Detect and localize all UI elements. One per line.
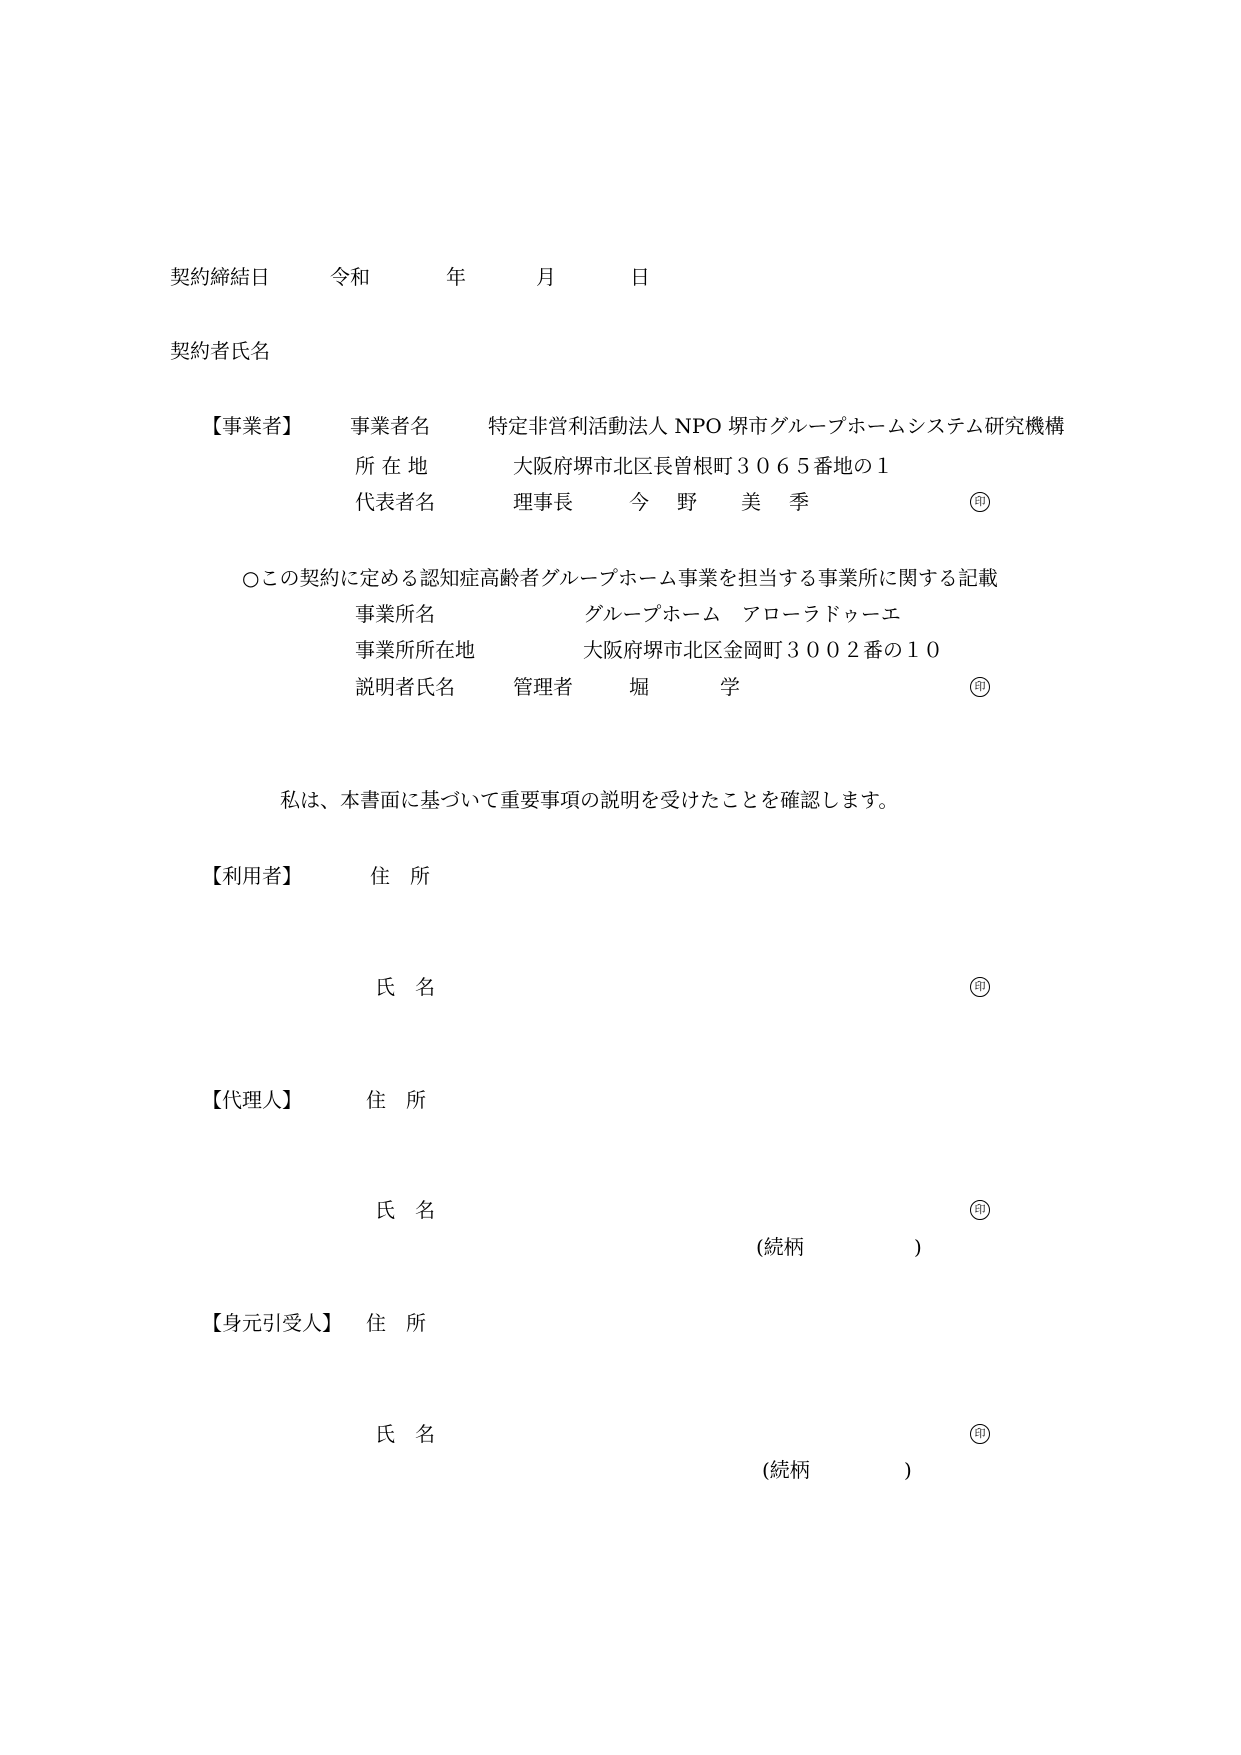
agent-relation-close: ) (914, 1235, 922, 1259)
contract-date-month: 月 (536, 265, 556, 289)
business-operator-name-value: 特定非営利活動法人 NPO 堺市グループホームシステム研究機構 (488, 414, 1065, 438)
contract-date-year: 年 (446, 265, 466, 289)
explainer-name-1: 堀 (629, 675, 649, 699)
business-operator-address-label: 所 在 地 (355, 454, 428, 478)
agent-seal-icon: 印 (970, 1200, 990, 1220)
business-operator-heading: 【事業者】 (202, 414, 302, 438)
contract-date-label: 契約締結日 (170, 265, 270, 289)
explainer-title: 管理者 (513, 675, 573, 699)
guarantor-relation-close: ) (904, 1458, 912, 1482)
business-operator-rep-name-1: 今 (629, 490, 649, 514)
guarantor-relation-open: (続柄 (762, 1458, 810, 1482)
business-operator-rep-title: 理事長 (513, 490, 573, 514)
office-address-value: 大阪府堺市北区金岡町３００２番の１０ (583, 638, 943, 662)
confirmation-statement: 私は、本書面に基づいて重要事項の説明を受けたことを確認します。 (280, 788, 899, 812)
business-operator-rep-name-3: 美 (741, 490, 761, 514)
office-name-value: グループホーム アローラドゥーエ (583, 602, 901, 626)
guarantor-heading: 【身元引受人】 (202, 1311, 342, 1335)
guarantor-name-label: 氏 名 (375, 1422, 435, 1446)
office-heading: ○この契約に定める認知症高齢者グループホーム事業を担当する事業所に関する記載 (242, 566, 998, 590)
agent-heading: 【代理人】 (202, 1088, 302, 1112)
user-name-label: 氏 名 (375, 975, 435, 999)
explainer-name-2: 学 (720, 675, 740, 699)
business-operator-rep-name-2: 野 (677, 490, 697, 514)
user-heading: 【利用者】 (202, 864, 302, 888)
business-operator-name-label: 事業者名 (350, 414, 430, 438)
user-address-label: 住 所 (370, 864, 430, 888)
business-operator-rep-label: 代表者名 (355, 490, 435, 514)
contract-date-era: 令和 (330, 265, 370, 289)
business-operator-seal-icon: 印 (970, 492, 990, 512)
user-seal-icon: 印 (970, 977, 990, 997)
explainer-seal-icon: 印 (970, 677, 990, 697)
business-operator-address-value: 大阪府堺市北区長曽根町３０６５番地の１ (513, 454, 893, 478)
explainer-label: 説明者氏名 (355, 675, 455, 699)
contractor-name-label: 契約者氏名 (170, 339, 270, 363)
office-address-label: 事業所所在地 (355, 638, 475, 662)
guarantor-seal-icon: 印 (970, 1424, 990, 1444)
guarantor-address-label: 住 所 (366, 1311, 426, 1335)
contract-date-day: 日 (630, 265, 650, 289)
agent-name-label: 氏 名 (375, 1198, 435, 1222)
office-name-label: 事業所名 (355, 602, 435, 626)
business-operator-rep-name-4: 季 (789, 490, 809, 514)
agent-relation-open: (続柄 (756, 1235, 804, 1259)
agent-address-label: 住 所 (366, 1088, 426, 1112)
